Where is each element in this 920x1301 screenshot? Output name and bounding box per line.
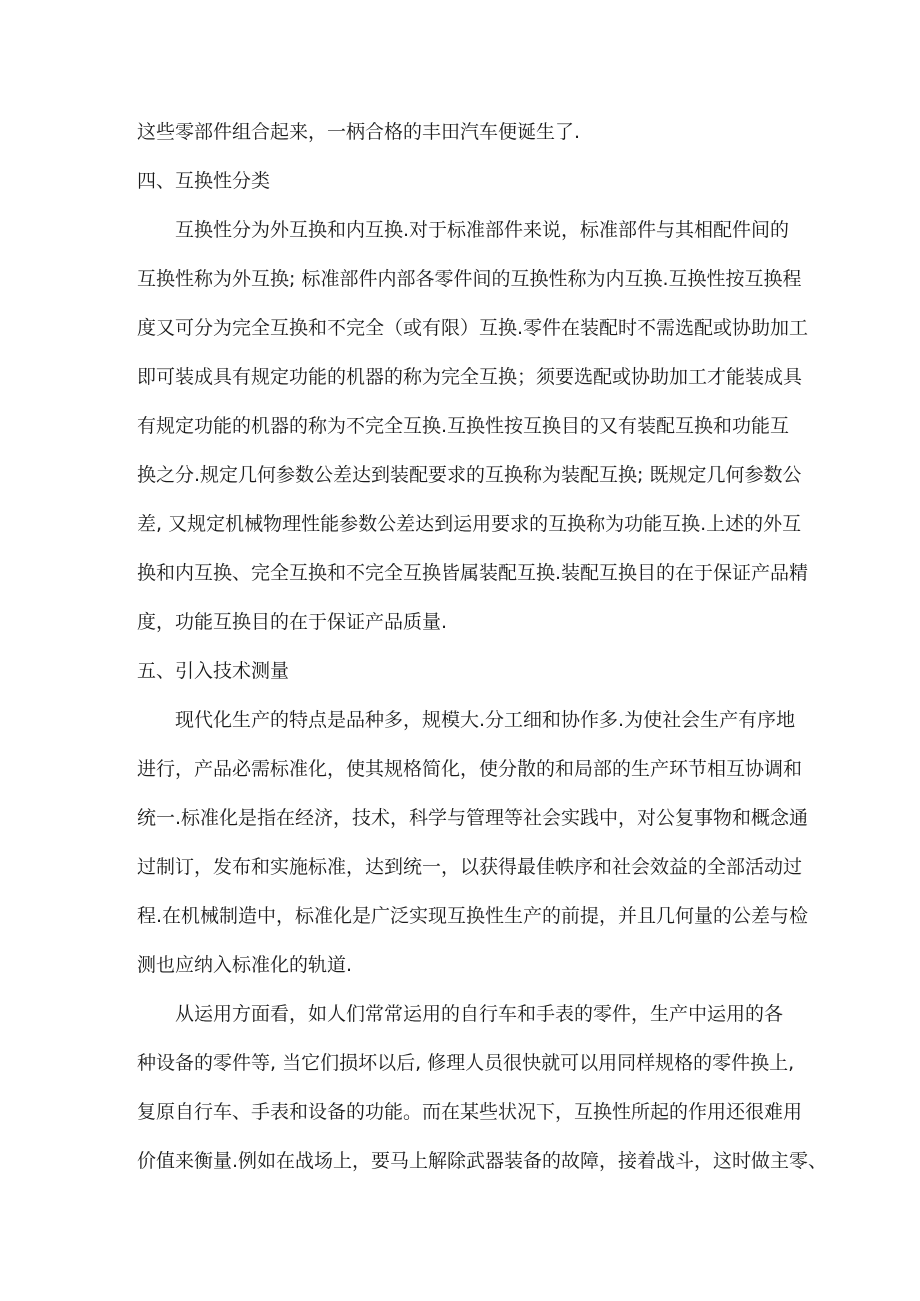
paragraph-line: 度，功能互换目的在于保证产品质量. xyxy=(137,611,448,633)
paragraph-line: 过制订，发布和实施标准，达到统一，以获得最佳帙序和社会效益的全部活动过 xyxy=(137,856,803,878)
paragraph-line: 从运用方面看，如人们常常运用的自行车和手表的零件，生产中运用的各 xyxy=(175,1003,784,1025)
paragraph-line: 换和内互换、完全互换和不完全互换皆属装配互换.装配互换目的在于保证产品精 xyxy=(137,562,809,584)
paragraph-line: 互换性分为外互换和内互换.对于标准部件来说，标准部件与其相配件间的 xyxy=(175,219,790,241)
paragraph-line: 种设备的零件等, 当它们损坏以后, 修理人员很快就可以用同样规格的零件换上, xyxy=(137,1052,795,1074)
paragraph-line: 互换性称为外互换; 标准部件内部各零件间的互换性称为内互换.互换性按互换程 xyxy=(137,268,802,290)
section-heading-5: 五、引入技术测量 xyxy=(137,660,290,682)
paragraph-line: 程.在机械制造中，标准化是广泛实现互换性生产的前提，并且几何量的公差与检 xyxy=(137,905,809,927)
section-5-paragraph-2 xyxy=(137,997,828,1178)
intro-line: 这些零部件组合起来，一柄合格的丰田汽车便诞生了. xyxy=(137,121,581,143)
section-5-paragraph-1 xyxy=(137,703,809,982)
paragraph-line: 现代化生产的特点是品种多，规模大.分工细和协作多.为使社会生产有序地 xyxy=(175,709,796,731)
document-body xyxy=(137,115,828,1178)
paragraph-line: 换之分.规定几何参数公差达到装配要求的互换称为装配互换; 既规定几何参数公 xyxy=(137,464,802,486)
paragraph-line: 价值来衡量.例如在战场上，要马上解除武器装备的故障，接着战斗，这时做主零、 xyxy=(137,1150,828,1172)
section-4-paragraph xyxy=(137,213,809,639)
paragraph-line: 即可装成具有规定功能的机器的称为完全互换；须要选配或协助加工才能装成具 xyxy=(137,366,803,388)
paragraph-line: 复原自行车、手表和设备的功能。而在某些状况下，互换性所起的作用还很难用 xyxy=(137,1101,803,1123)
paragraph-line: 度又可分为完全互换和不完全（或有限）互换.零件在装配时不需选配或协助加工 xyxy=(137,317,809,339)
paragraph-line: 进行，产品必需标准化，使其规格简化，使分散的和局部的生产环节相互协调和 xyxy=(137,758,803,780)
paragraph-line: 测也应纳入标准化的轨道. xyxy=(137,954,353,976)
section-heading-4: 四、互换性分类 xyxy=(137,170,271,192)
paragraph-line: 统一.标准化是指在经济，技术，科学与管理等社会实践中，对公复事物和概念通 xyxy=(137,807,809,829)
paragraph-line: 差, 又规定机械物理性能参数公差达到运用要求的互换称为功能互换.上述的外互 xyxy=(137,513,802,535)
paragraph-line: 有规定功能的机器的称为不完全互换.互换性按互换目的又有装配互换和功能互 xyxy=(137,415,790,437)
